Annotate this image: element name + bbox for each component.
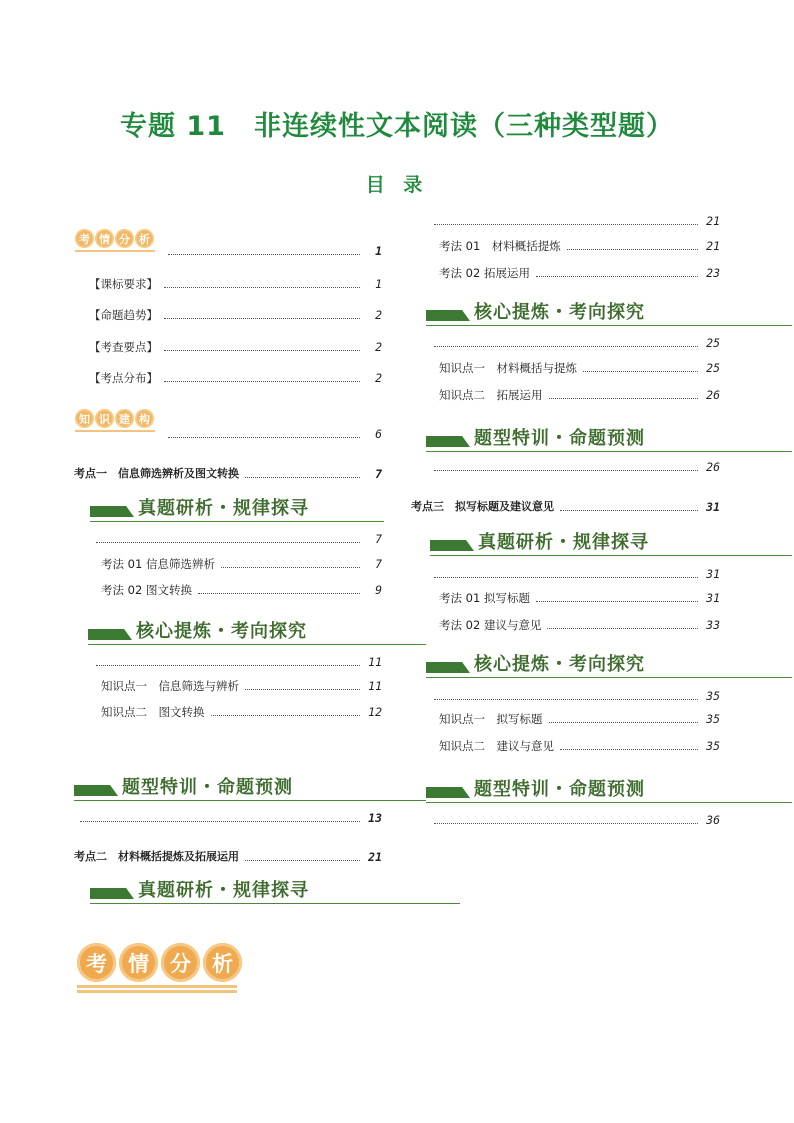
toc-entry[interactable] <box>439 706 720 726</box>
badge-char: 情 <box>119 943 158 982</box>
toc-entry[interactable] <box>439 585 720 605</box>
toc-label: 考法 02 建议与意见 <box>439 618 542 632</box>
toc-entry[interactable] <box>428 807 720 827</box>
section-title: 核心提炼・考向探究 <box>474 654 645 675</box>
toc-page: 26 <box>706 388 720 402</box>
toc-page: 21 <box>706 214 720 228</box>
badge-char: 情 <box>95 229 114 248</box>
toc-page: 31 <box>706 567 720 581</box>
section-title: 题型特训・命题预测 <box>474 428 645 449</box>
toc-entry[interactable] <box>89 302 382 322</box>
toc-page: 9 <box>375 583 382 597</box>
toc-entry[interactable] <box>428 561 720 581</box>
toc-label: 知识点二 建议与意见 <box>439 739 554 753</box>
toc-entry-kaoqing[interactable]: 1 <box>162 238 382 258</box>
section-header <box>430 529 792 556</box>
section-title: 真题研析・规律探寻 <box>138 498 309 519</box>
toc-entry[interactable] <box>101 699 382 719</box>
badge-char: 析 <box>135 229 154 248</box>
toc-entry[interactable] <box>428 683 720 703</box>
toc-page: 35 <box>706 739 720 753</box>
badge-char: 知 <box>75 409 94 428</box>
toc-label: 考点三 拟写标题及建议意见 <box>411 500 554 513</box>
page-title: 专题 11 非连续性文本阅读（三种类型题） <box>120 111 674 142</box>
toc-entry[interactable] <box>101 551 382 571</box>
toc-entry[interactable] <box>439 612 720 632</box>
toc-page: 33 <box>706 618 720 632</box>
badge-char: 考 <box>75 229 94 248</box>
toc-entry[interactable] <box>428 330 720 350</box>
section-title: 真题研析・规律探寻 <box>138 880 309 901</box>
toc-label: 知识点一 信息筛选与辨析 <box>101 679 239 693</box>
toc-page: 26 <box>706 460 720 474</box>
toc-label: 知识点二 拓展运用 <box>439 388 543 402</box>
section-title: 核心提炼・考向探究 <box>136 621 307 642</box>
toc-page: 31 <box>706 591 720 605</box>
toc-label: 考法 01 拟写标题 <box>439 591 530 605</box>
section-header <box>426 776 792 803</box>
toc-page: 36 <box>706 813 720 827</box>
toc-entry[interactable] <box>90 526 382 546</box>
toc-page: 11 <box>368 679 382 693</box>
toc-entry-kaodian[interactable] <box>411 494 720 514</box>
toc-entry[interactable] <box>101 673 382 693</box>
kaoqing-badge <box>75 229 155 252</box>
toc-page: 31 <box>706 500 720 514</box>
toc-page: 25 <box>706 361 720 375</box>
badge-char: 构 <box>135 409 154 428</box>
toc-entry[interactable] <box>89 271 382 291</box>
toc-page: 25 <box>706 336 720 350</box>
section-header <box>90 877 460 904</box>
badge-char: 识 <box>95 409 114 428</box>
section-header <box>426 651 792 678</box>
toc-page: 23 <box>706 266 720 280</box>
toc-entry[interactable] <box>74 805 382 825</box>
badge-char: 分 <box>115 229 134 248</box>
section-title: 真题研析・规律探寻 <box>478 532 649 553</box>
toc-label: 知识点一 拟写标题 <box>439 712 543 726</box>
toc-page: 12 <box>368 705 382 719</box>
section-header <box>88 618 426 645</box>
toc-entry[interactable] <box>439 733 720 753</box>
toc-entry[interactable] <box>89 334 382 354</box>
toc-label: 【考查要点】 <box>89 340 158 354</box>
toc-entry[interactable] <box>439 233 720 253</box>
toc-entry-kaodian[interactable] <box>74 461 382 481</box>
toc-page: 7 <box>375 532 382 546</box>
toc-entry[interactable] <box>428 208 720 228</box>
toc-label: 考点一 信息筛选辨析及图文转换 <box>74 467 239 480</box>
toc-entry[interactable] <box>439 260 720 280</box>
toc-entry[interactable] <box>439 382 720 402</box>
toc-page: 7 <box>375 557 382 571</box>
kaoqing-section-badge <box>77 943 242 993</box>
toc-page: 2 <box>375 308 382 322</box>
toc-label: 知识点一 材料概括与提炼 <box>439 361 577 375</box>
toc-label: 考法 02 图文转换 <box>101 583 192 597</box>
toc-page: 13 <box>368 811 382 825</box>
toc-page: 7 <box>375 467 382 481</box>
toc-entry[interactable] <box>90 649 382 669</box>
toc-entry[interactable] <box>89 365 382 385</box>
toc-label: 【考点分布】 <box>89 371 158 385</box>
toc-page: 21 <box>706 239 720 253</box>
zhishi-badge <box>75 409 155 432</box>
toc-heading: 目 录 <box>365 174 429 196</box>
toc-page: 2 <box>375 371 382 385</box>
section-header <box>74 774 426 801</box>
section-title: 核心提炼・考向探究 <box>474 302 645 323</box>
toc-page: 11 <box>368 655 382 669</box>
badge-char: 析 <box>203 943 242 982</box>
section-header <box>426 299 792 326</box>
toc-entry-zhishi[interactable]: 6 <box>162 421 382 441</box>
toc-label: 【命题趋势】 <box>89 308 158 322</box>
section-title: 题型特训・命题预测 <box>122 777 293 798</box>
toc-page: 35 <box>706 689 720 703</box>
toc-page: 1 <box>375 277 382 291</box>
toc-entry-kaodian[interactable] <box>74 844 382 864</box>
toc-label: 考法 01 信息筛选辨析 <box>101 557 215 571</box>
toc-entry[interactable] <box>439 355 720 375</box>
toc-entry[interactable] <box>101 577 382 597</box>
toc-label: 考法 01 材料概括提炼 <box>439 239 561 253</box>
toc-label: 考法 02 拓展运用 <box>439 266 530 280</box>
toc-page: 35 <box>706 712 720 726</box>
section-title: 题型特训・命题预测 <box>474 779 645 800</box>
toc-label: 【课标要求】 <box>89 277 158 291</box>
badge-char: 考 <box>77 943 116 982</box>
section-header <box>90 495 384 522</box>
toc-page: 21 <box>368 850 382 864</box>
toc-entry[interactable] <box>428 454 720 474</box>
toc-page: 2 <box>375 340 382 354</box>
toc-label: 考点二 材料概括提炼及拓展运用 <box>74 850 239 863</box>
badge-char: 分 <box>161 943 200 982</box>
section-header <box>426 425 792 452</box>
toc-label: 知识点二 图文转换 <box>101 705 205 719</box>
badge-char: 建 <box>115 409 134 428</box>
